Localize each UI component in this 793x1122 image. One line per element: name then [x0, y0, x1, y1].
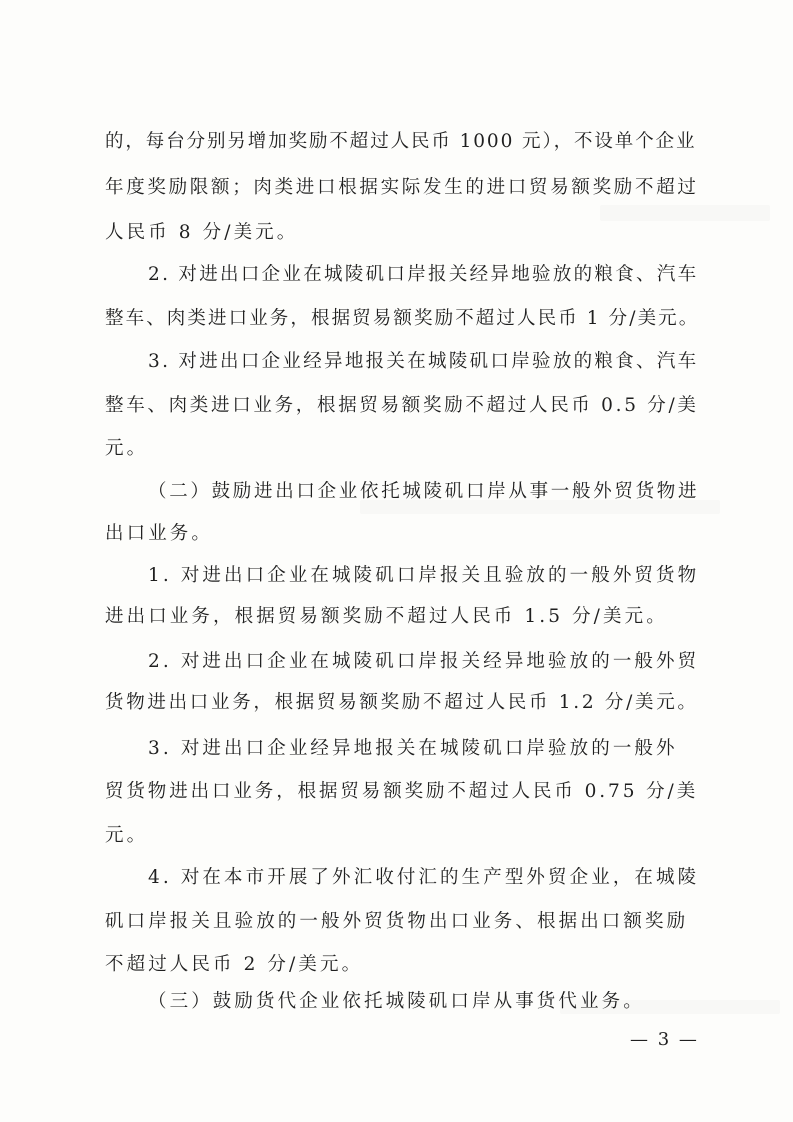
paragraph-6-line-2: 货物进出口业务，根据贸易额奖励不超过人民币 1.2 分/美元。	[105, 692, 699, 713]
paragraph-7-line-1: 3. 对进出口企业经异地报关在城陵矶口岸验放的一般外	[148, 738, 678, 759]
paragraph-6-line-1: 2. 对进出口企业在城陵矶口岸报关经异地验放的一般外贸	[148, 651, 700, 672]
page-number: — 3 —	[630, 1029, 699, 1050]
paragraph-1-line-1: 的，每台分别另增加奖励不超过人民币 1000 元），不设单个企业	[105, 131, 697, 152]
paragraph-8-line-3: 不超过人民币 2 分/美元。	[105, 954, 364, 975]
scan-artifact	[360, 500, 720, 514]
paragraph-3-line-1: 3. 对进出口企业经异地报关在城陵矶口岸验放的粮食、汽车	[148, 351, 699, 372]
paragraph-5-line-1: 1. 对进出口企业在城陵矶口岸报关且验放的一般外贸货物	[148, 565, 700, 586]
scan-artifact	[600, 205, 770, 221]
paragraph-2-line-1: 2. 对进出口企业在城陵矶口岸报关经异地验放的粮食、汽车	[148, 264, 699, 285]
section-3-heading: （三）鼓励货代企业依托城陵矶口岸从事货代业务。	[148, 991, 645, 1012]
paragraph-8-line-1: 4. 对在本市开展了外汇收付汇的生产型外贸企业，在城陵	[148, 867, 700, 888]
paragraph-5-line-2: 进出口业务，根据贸易额奖励不超过人民币 1.5 分/美元。	[105, 606, 668, 627]
paragraph-7-line-2: 贸货物进出口业务，根据贸易额奖励不超过人民币 0.75 分/美	[105, 781, 699, 802]
paragraph-3-line-3: 元。	[105, 438, 149, 459]
section-2-heading-line-2: 出口业务。	[105, 523, 214, 544]
paragraph-8-line-2: 矶口岸报关且验放的一般外贸货物出口业务、根据出口额奖励	[105, 911, 689, 932]
paragraph-2-line-2: 整车、肉类进口业务，根据贸易额奖励不超过人民币 1 分/美元。	[105, 308, 700, 329]
paragraph-1-line-3: 人民币 8 分/美元。	[105, 222, 299, 243]
paragraph-1-line-2: 年度奖励限额；肉类进口根据实际发生的进口贸易额奖励不超过	[105, 177, 699, 198]
paragraph-3-line-2: 整车、肉类进口业务，根据贸易额奖励不超过人民币 0.5 分/美	[105, 395, 699, 416]
section-2-heading-line-1: （二）鼓励进出口企业依托城陵矶口岸从事一般外贸货物进	[148, 481, 700, 502]
paragraph-7-line-3: 元。	[105, 825, 149, 846]
